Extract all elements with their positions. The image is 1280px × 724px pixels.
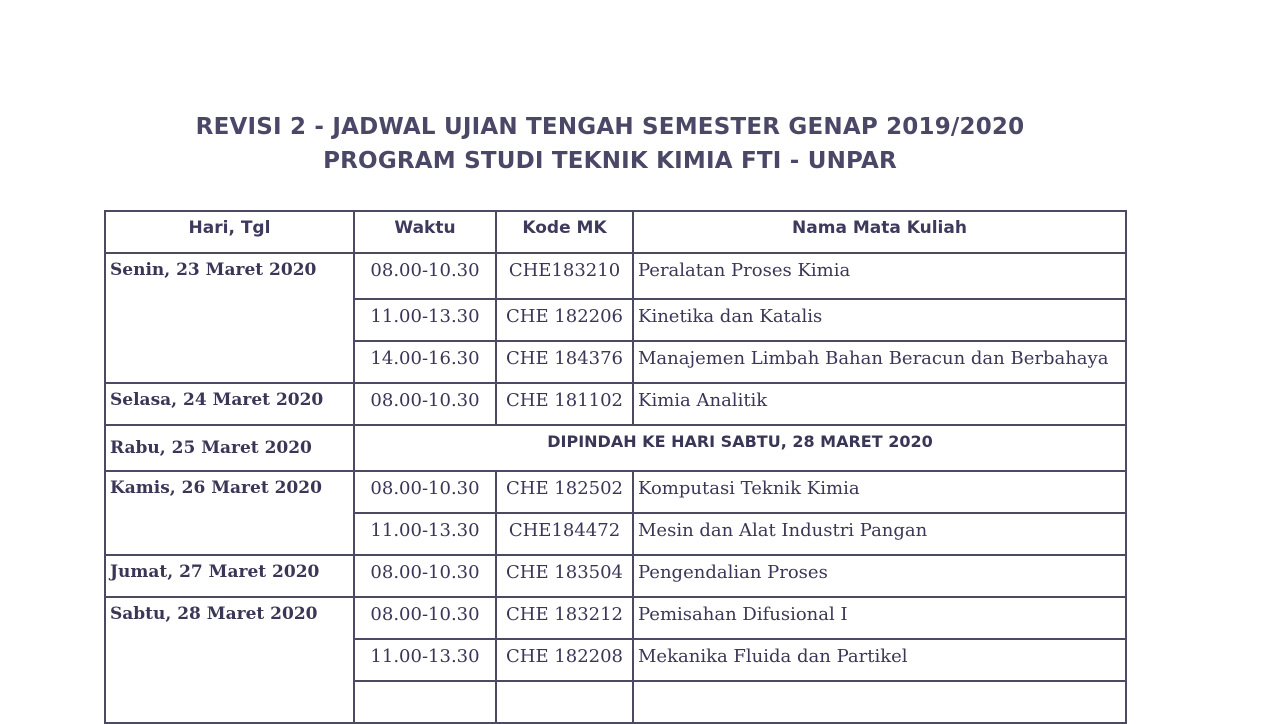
- exam-schedule-table: [104, 210, 1127, 724]
- code-cell: CHE 182502: [496, 471, 633, 513]
- course-cell: Mesin dan Alat Industri Pangan: [633, 513, 1126, 555]
- time-cell: 14.00-16.30: [354, 341, 496, 383]
- code-cell: CHE183210: [496, 253, 633, 299]
- course-cell: Pengendalian Proses: [633, 555, 1126, 597]
- table-row: [105, 425, 1126, 471]
- header-course: Nama Mata Kuliah: [633, 211, 1126, 253]
- code-cell: CHE 182208: [496, 639, 633, 681]
- course-cell: Komputasi Teknik Kimia: [633, 471, 1126, 513]
- time-cell: 08.00-10.30: [354, 383, 496, 425]
- course-cell: Kimia Analitik: [633, 383, 1126, 425]
- time-cell: 11.00-13.30: [354, 513, 496, 555]
- table-row: [105, 471, 1126, 513]
- time-cell: 08.00-10.30: [354, 597, 496, 639]
- header-code: Kode MK: [496, 211, 633, 253]
- day-cell: Selasa, 24 Maret 2020: [105, 383, 354, 425]
- code-cell: CHE 184376: [496, 341, 633, 383]
- table-row: [105, 383, 1126, 425]
- header-row: [105, 211, 1126, 253]
- code-cell: [496, 681, 633, 723]
- time-cell: [354, 681, 496, 723]
- table-row: [105, 253, 1126, 299]
- document-subtitle: PROGRAM STUDI TEKNIK KIMIA FTI - UNPAR: [323, 148, 897, 174]
- code-cell: CHE 183212: [496, 597, 633, 639]
- course-cell: Mekanika Fluida dan Partikel: [633, 639, 1126, 681]
- time-cell: 11.00-13.30: [354, 639, 496, 681]
- table-row: [105, 555, 1126, 597]
- header-time: Waktu: [354, 211, 496, 253]
- day-cell: Senin, 23 Maret 2020: [105, 253, 354, 383]
- day-cell: Jumat, 27 Maret 2020: [105, 555, 354, 597]
- course-cell: Peralatan Proses Kimia: [633, 253, 1126, 299]
- code-cell: CHE 181102: [496, 383, 633, 425]
- course-cell: Manajemen Limbah Bahan Beracun dan Berbahaya: [633, 341, 1126, 383]
- course-cell: Kinetika dan Katalis: [633, 299, 1126, 341]
- day-cell: Kamis, 26 Maret 2020: [105, 471, 354, 555]
- header-day: Hari, Tgl: [105, 211, 354, 253]
- document-title: REVISI 2 - JADWAL UJIAN TENGAH SEMESTER GENAP 2019/2020: [195, 114, 1025, 140]
- moved-note: DIPINDAH KE HARI SABTU, 28 MARET 2020: [354, 425, 1126, 471]
- course-cell: [633, 681, 1126, 723]
- course-cell: Pemisahan Difusional I: [633, 597, 1126, 639]
- day-cell: Rabu, 25 Maret 2020: [105, 425, 354, 471]
- code-cell: CHE184472: [496, 513, 633, 555]
- time-cell: 08.00-10.30: [354, 555, 496, 597]
- day-cell: Sabtu, 28 Maret 2020: [105, 597, 354, 723]
- time-cell: 08.00-10.30: [354, 253, 496, 299]
- code-cell: CHE 183504: [496, 555, 633, 597]
- code-cell: CHE 182206: [496, 299, 633, 341]
- time-cell: 11.00-13.30: [354, 299, 496, 341]
- table-row: [105, 597, 1126, 639]
- time-cell: 08.00-10.30: [354, 471, 496, 513]
